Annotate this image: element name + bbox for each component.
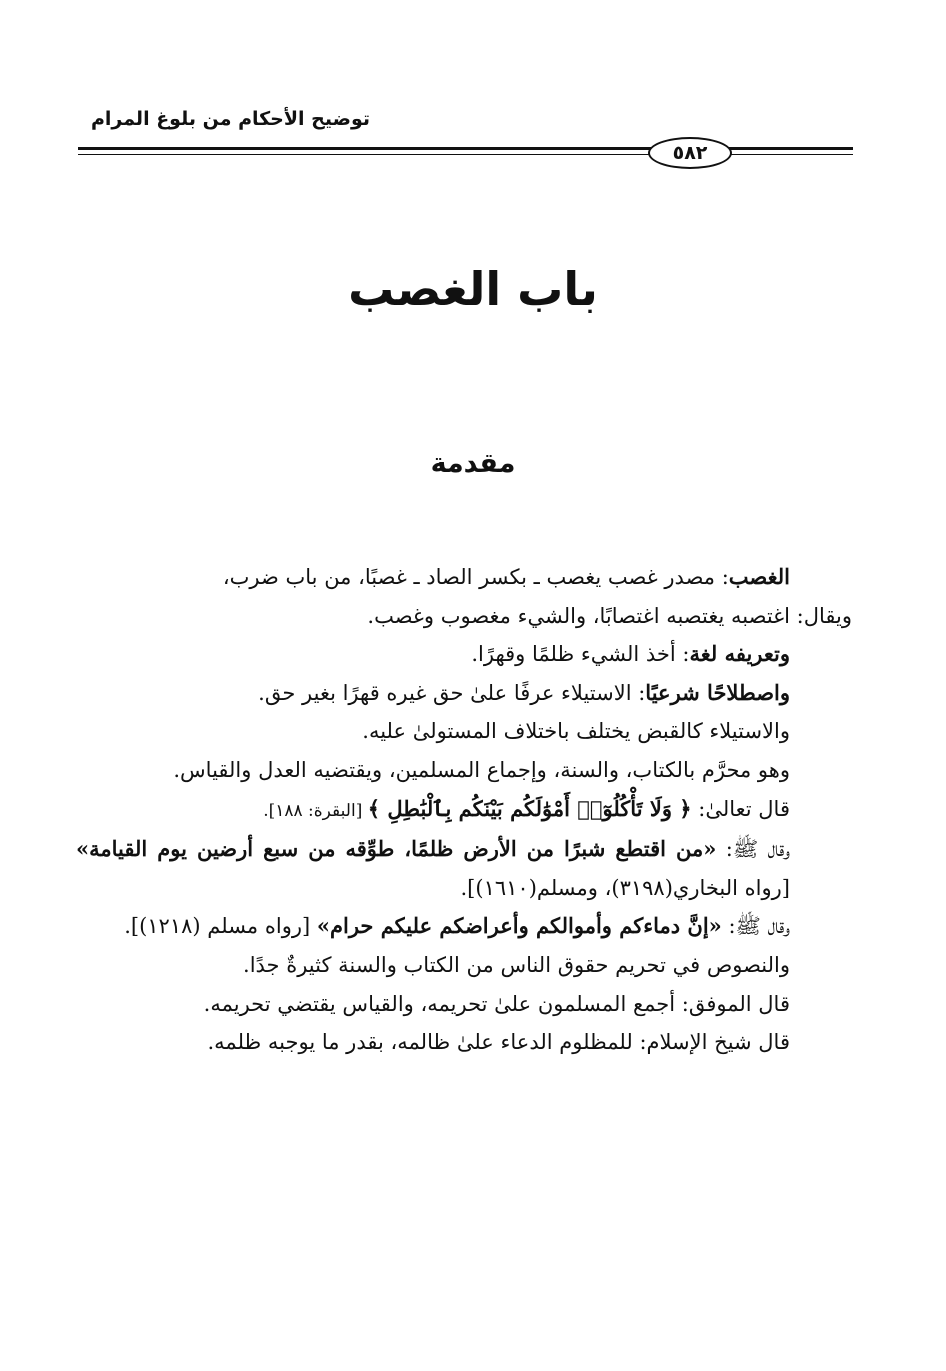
citation: [رواه البخاري(٣١٩٨)، ومسلم(١٦١٠)]. <box>460 875 790 900</box>
paragraph <box>76 558 852 597</box>
quote-lead: وقال ﷺ: <box>721 914 790 939</box>
paragraph <box>76 830 852 907</box>
quran-verse: ﴿ وَلَا تَأْكُلُوٓا۟ أَمْوَٰلَكُم بَيْنَكُم بِٱلْبَٰطِلِ ﴾ <box>367 795 692 821</box>
paragraph <box>76 712 852 751</box>
paragraph-text: قال الموفق: أجمع المسلمون علىٰ تحريمه، والقياس يقتضي تحريمه. <box>203 991 790 1016</box>
term-label: واصطلاحًا شرعيًا <box>645 679 790 705</box>
body-text <box>76 558 852 1062</box>
paragraph <box>76 907 852 946</box>
paragraph-text: قال شيخ الإسلام: للمظلوم الدعاء علىٰ ظالمه، بقدر ما يوجبه ظلمه. <box>207 1030 790 1055</box>
page-number: ٥٨٢ <box>648 137 732 169</box>
paragraph-text: : أخذ الشيء ظلمًا وقهرًا. <box>471 642 690 667</box>
header-rule-thin <box>78 154 853 155</box>
paragraph <box>76 635 852 674</box>
header-rule-thick <box>78 147 853 150</box>
paragraph <box>76 1023 852 1062</box>
paragraph-text: والاستيلاء كالقبض يختلف باختلاف المستولىٰ عليه. <box>362 719 790 744</box>
paragraph <box>76 790 852 831</box>
paragraph-text: : الاستيلاء عرفًا علىٰ حق غيره قهرًا بغير حق. <box>258 680 646 705</box>
chapter-title: باب الغصب <box>348 262 598 316</box>
paragraph-text: ويقال: اغتصبه يغتصبه اغتصابًا، والشيء مغصوب وغصب. <box>367 603 852 628</box>
paragraph <box>76 674 852 713</box>
quote-lead: وقال ﷺ: <box>716 837 790 862</box>
paragraph-text: : مصدر غصب يغصب ـ بكسر الصاد ـ غصبًا، من باب ضرب، <box>222 565 729 589</box>
citation: [البقرة: ١٨٨]. <box>263 800 368 821</box>
header-rule <box>78 133 853 173</box>
hadith-quote: «من اقتطع شبرًا من الأرض ظلمًا، طوِّقه من سبع أرضين يوم القيامة» <box>76 836 717 862</box>
quote-lead: قال تعالىٰ: <box>691 796 790 821</box>
paragraph <box>76 751 852 790</box>
term-label: وتعريفه لغة <box>689 641 790 667</box>
section-title: مقدمة <box>430 448 516 479</box>
term-label: الغصب <box>728 564 790 589</box>
paragraph-text: وهو محرَّم بالكتاب، والسنة، وإجماع المسلمين، ويقتضيه العدل والقياس. <box>173 757 790 782</box>
running-title: توضيح الأحكام من بلوغ المرام <box>90 108 370 130</box>
paragraph <box>76 985 852 1024</box>
paragraph <box>76 946 852 985</box>
paragraph-text: والنصوص في تحريم حقوق الناس من الكتاب والسنة كثيرةٌ جدًا. <box>243 952 790 977</box>
hadith-quote: «إنَّ دماءكم وأموالكم وأعراضكم عليكم حرام» <box>316 913 722 939</box>
citation: [رواه مسلم (١٢١٨)]. <box>124 914 317 939</box>
paragraph <box>76 597 852 636</box>
